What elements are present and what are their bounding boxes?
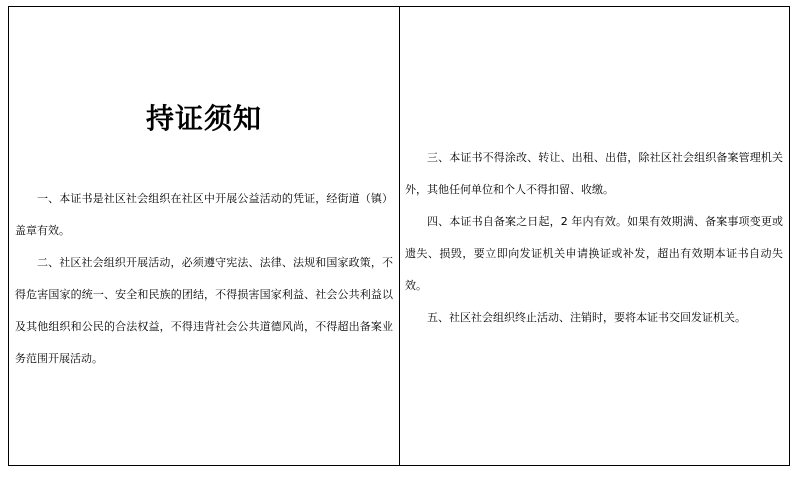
right-panel <box>400 7 789 465</box>
left-paragraphs <box>15 171 393 375</box>
certificate-frame <box>8 6 790 466</box>
notice-paragraph-5: 五、社区社会组织终止活动、注销时，要将本证书交回发证机关。 <box>427 311 746 324</box>
page-title: 持证须知 <box>145 102 262 135</box>
right-paragraphs <box>405 7 783 334</box>
notice-paragraph-4: 四、本证书自备案之日起，2 年内有效。如果有效期满、备案事项变更或遗失、损毁，要立即向发证机关申请换证或补发，超出有效期本证书自动失效。 <box>405 215 783 292</box>
notice-paragraph-3: 三、本证书不得涂改、转让、出租、出借，除社区社会组织备案管理机关外，其他任何单位和个人不得扣留、收缴。 <box>405 151 783 196</box>
notice-paragraph-2: 二、社区社会组织开展活动，必须遵守宪法、法律、法规和国家政策，不得危害国家的统一、安全和民族的团结，不得损害国家利益、社会公共利益以及其他组织和公民的合法权益，不得违背社会公共道德风尚，不得超出备案业务范围开展活动。 <box>15 256 393 365</box>
notice-paragraph-1: 一、本证书是社区社会组织在社区中开展公益活动的凭证，经街道（镇）盖章有效。 <box>15 192 393 237</box>
left-panel <box>9 7 400 465</box>
